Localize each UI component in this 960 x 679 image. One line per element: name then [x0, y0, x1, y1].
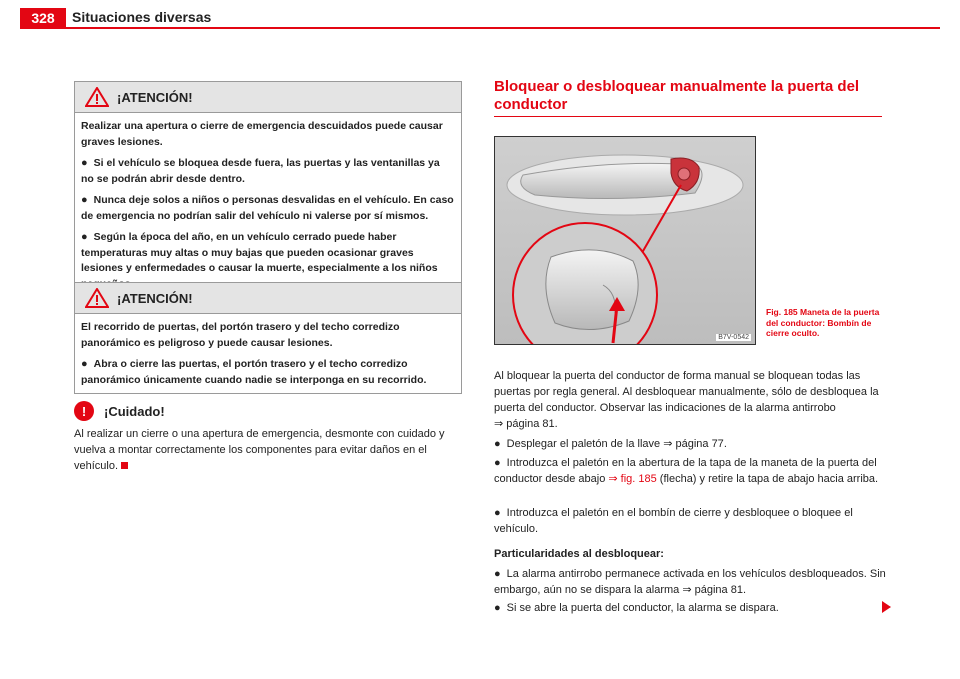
- step-item: ● Introduzca el paletón en la abertura de la tapa de la maneta de la puerta del conductor desde abajo ⇒ fig. 185 (flecha) y retire la tapa de abajo hacia arriba.: [494, 457, 879, 485]
- figure-code: B7V-0542: [718, 334, 749, 341]
- bullet-icon: ●: [494, 438, 501, 450]
- sub-step-item: ● La alarma antirrobo permanece activada en los vehículos desbloqueados. Sin embargo, aún no se dispara la alarma ⇒ página 81.: [494, 568, 886, 596]
- warning-triangle-icon: [85, 288, 109, 308]
- warning-bullet: ● Según la época del año, en un vehículo cerrado puede haber temperaturas muy altas o muy bajas que pueden ocasionar graves lesiones y enfermedades o causar la muerte, especialmente a los niños: [81, 231, 438, 274]
- warning-bullet: ● Nunca deje solos a niños o personas desvalidas en el vehículo. En caso de emergencia no podrían salir del vehículo ni valerse por sí mismos.: [81, 194, 454, 222]
- bullet-icon: ●: [494, 507, 501, 519]
- section-rule: [494, 116, 882, 117]
- door-handle-illustration: [495, 137, 755, 344]
- page-reference[interactable]: ⇒ página 81.: [494, 418, 558, 430]
- warning-header: [75, 283, 461, 314]
- caution-header: [74, 400, 462, 422]
- warning-body: [75, 314, 461, 393]
- figure-caption: Fig. 185 Maneta de la puerta del conductor: Bombín de cierre oculto.: [766, 307, 880, 338]
- step-item: ● Introduzca el paletón en el bombín de cierre y desbloquee o bloquee el vehículo.: [494, 507, 853, 535]
- page-reference[interactable]: ⇒ página 81: [682, 584, 743, 596]
- next-page-arrow-icon[interactable]: [882, 601, 891, 613]
- caution-text: Al realizar un cierre o una apertura de emergencia, desmonte con cuidado y vuelva a montar correctamente los componentes para evitar daños en el vehículo.: [74, 428, 445, 472]
- bullet-icon: ●: [494, 568, 501, 580]
- sub-step-item: ● Si se abre la puerta del conductor, la alarma se dispara.: [494, 602, 779, 614]
- warning-bullet: ● Si el vehículo se bloquea desde fuera, las puertas y las ventanillas ya no se podrán abrir desde dentro.: [81, 157, 440, 185]
- warning-triangle-icon: [85, 87, 109, 107]
- step-item: ● Desplegar el paletón de la llave ⇒ página 77.: [494, 438, 727, 450]
- caution-exclamation-icon: !: [74, 401, 94, 421]
- bullet-icon: ●: [81, 157, 88, 169]
- page-number: 328: [20, 8, 66, 28]
- caution-note: [74, 400, 462, 474]
- end-of-section-square-icon: [121, 462, 128, 469]
- section-title: Bloquear o desbloquear manualmente la puerta del conductor: [494, 78, 860, 113]
- warning-bullet: ● Abra o cierre las puertas, el portón trasero y el techo corredizo panorámico únicamente cuando nadie se interponga en su recorrido.: [81, 358, 427, 386]
- warning-header: [75, 82, 461, 113]
- bullet-icon: ●: [81, 358, 88, 370]
- header-rule: [20, 27, 940, 29]
- page-title: Situaciones diversas: [72, 9, 212, 25]
- warning-title: ¡ATENCIÓN!: [117, 290, 193, 306]
- bullet-icon: ●: [494, 457, 501, 469]
- bullet-icon: ●: [81, 194, 88, 206]
- warning-box-2: [74, 282, 462, 394]
- warning-title: ¡ATENCIÓN!: [117, 89, 193, 105]
- bullet-icon: ●: [81, 231, 88, 243]
- warning-intro: El recorrido de puertas, del portón trasero y del techo corredizo panorámico es peligroso y puede causar lesiones.: [81, 321, 400, 349]
- bullet-icon: ●: [494, 602, 501, 614]
- sub-heading: Particularidades al desbloquear:: [494, 548, 664, 560]
- warning-intro: Realizar una apertura o cierre de emergencia descuidados puede causar graves lesiones.: [81, 120, 443, 148]
- intro-paragraph: Al bloquear la puerta del conductor de forma manual se bloquean todas las puertas por regla general. Al desbloquear manualmente, sólo de desbloquea la puerta del conductor. Observar las indicaciones de la alarma antirrobo ⇒ página 81.: [494, 370, 879, 430]
- page-reference[interactable]: ⇒ página 77: [663, 438, 724, 450]
- door-handle-figure: [494, 136, 756, 345]
- warning-box-1: [74, 81, 462, 298]
- warning-body: [75, 113, 461, 297]
- figure-reference[interactable]: ⇒ fig. 185: [608, 473, 657, 485]
- caution-title: ¡Cuidado!: [104, 403, 165, 419]
